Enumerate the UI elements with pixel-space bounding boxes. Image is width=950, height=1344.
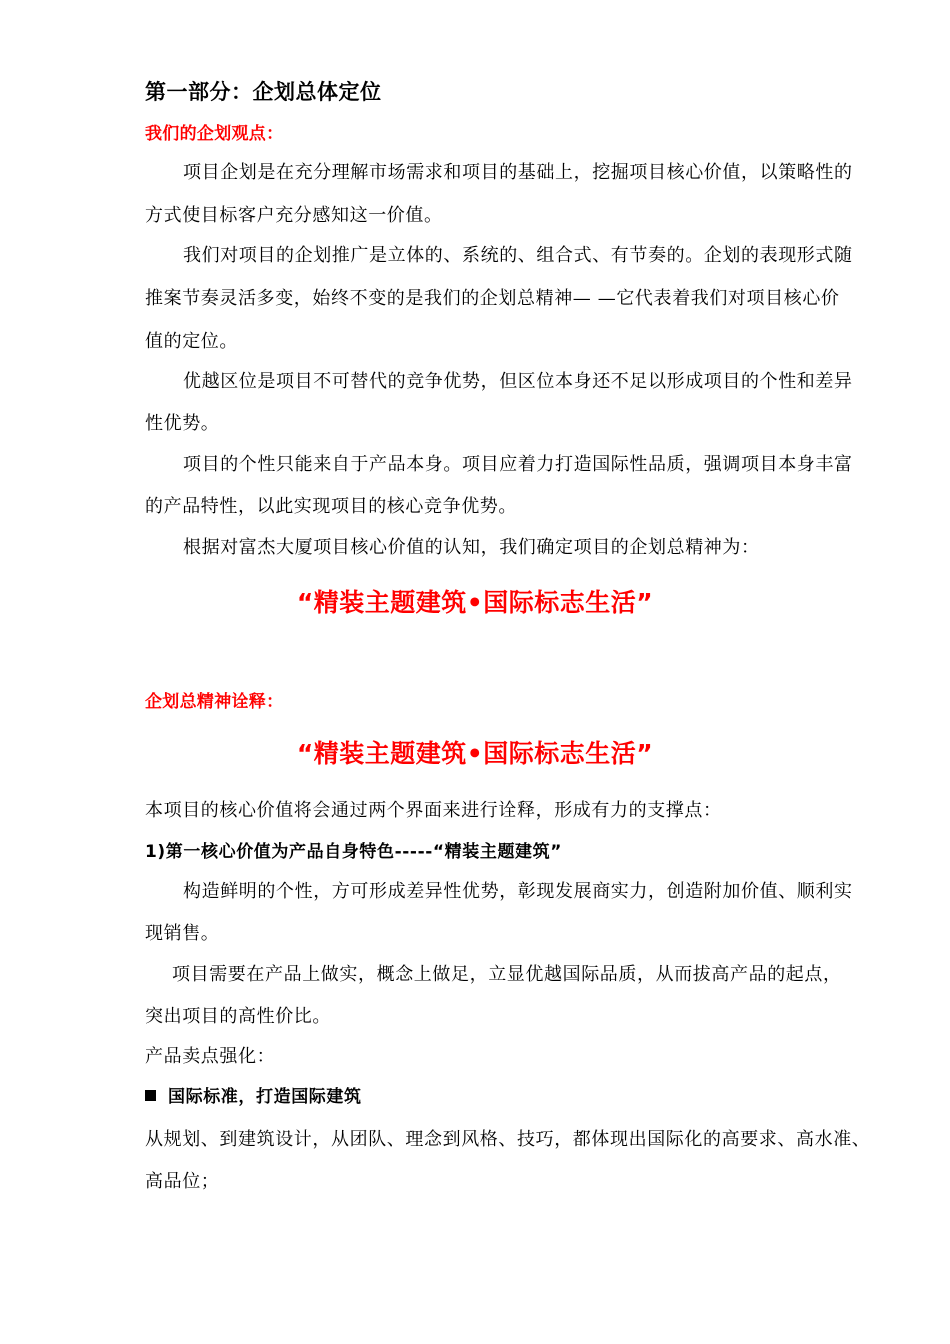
- viewpoint-label: 我们的企划观点：: [145, 124, 284, 144]
- paragraph-line: 方式使目标客户充分感知这一价值。: [145, 205, 443, 226]
- paragraph-line: 本项目的核心价值将会通过两个界面来进行诠释，形成有力的支撑点：: [145, 800, 722, 821]
- paragraph-line: 值的定位。: [145, 331, 238, 352]
- paragraph-line: 优越区位是项目不可替代的竞争优势，但区位本身还不足以形成项目的个性和差异: [183, 371, 853, 392]
- selling-points-label: 产品卖点强化：: [145, 1046, 276, 1067]
- slogan-secondary: “精装主题建筑•国际标志生活”: [296, 739, 654, 768]
- paragraph-line: 的产品特性，以此实现项目的核心竞争优势。: [145, 496, 517, 517]
- bullet-item: [145, 1085, 362, 1109]
- paragraph-line: 高品位；: [145, 1171, 220, 1192]
- paragraph-line: 构造鲜明的个性，方可形成差异性优势，彰现发展商实力，创造附加价值、顺利实: [183, 881, 853, 902]
- paragraph-line: 推案节奏灵活多变，始终不变的是我们的企划总精神— —它代表着我们对项目核心价: [145, 288, 840, 309]
- section-title: 第一部分：企划总体定位: [145, 80, 382, 104]
- slogan-primary: “精装主题建筑•国际标志生活”: [296, 588, 654, 617]
- paragraph-line: 项目的个性只能来自于产品本身。项目应着力打造国际性品质，强调项目本身丰富: [183, 454, 853, 475]
- paragraph-line: 项目企划是在充分理解市场需求和项目的基础上，挖掘项目核心价值，以策略性的: [183, 162, 853, 183]
- paragraph-line: 突出项目的高性价比。: [145, 1006, 331, 1027]
- paragraph-line: 性优势。: [145, 413, 220, 434]
- bullet-text: 国际标准，打造国际建筑: [168, 1087, 362, 1107]
- paragraph-line: 项目需要在产品上做实，概念上做足，立显优越国际品质，从而拔高产品的起点，: [172, 964, 842, 985]
- paragraph-line: 从规划、到建筑设计，从团队、理念到风格、技巧，都体现出国际化的高要求、高水准、: [145, 1129, 871, 1150]
- square-bullet-icon: [145, 1090, 156, 1101]
- paragraph-line: 根据对富杰大厦项目核心价值的认知，我们确定项目的企划总精神为：: [183, 537, 760, 558]
- core-value-heading: 1)第一核心价值为产品自身特色-----“精装主题建筑”: [145, 842, 563, 862]
- paragraph-line: 我们对项目的企划推广是立体的、系统的、组合式、有节奏的。企划的表现形式随: [183, 245, 853, 266]
- paragraph-line: 现销售。: [145, 923, 220, 944]
- interpretation-label: 企划总精神诠释：: [145, 692, 284, 712]
